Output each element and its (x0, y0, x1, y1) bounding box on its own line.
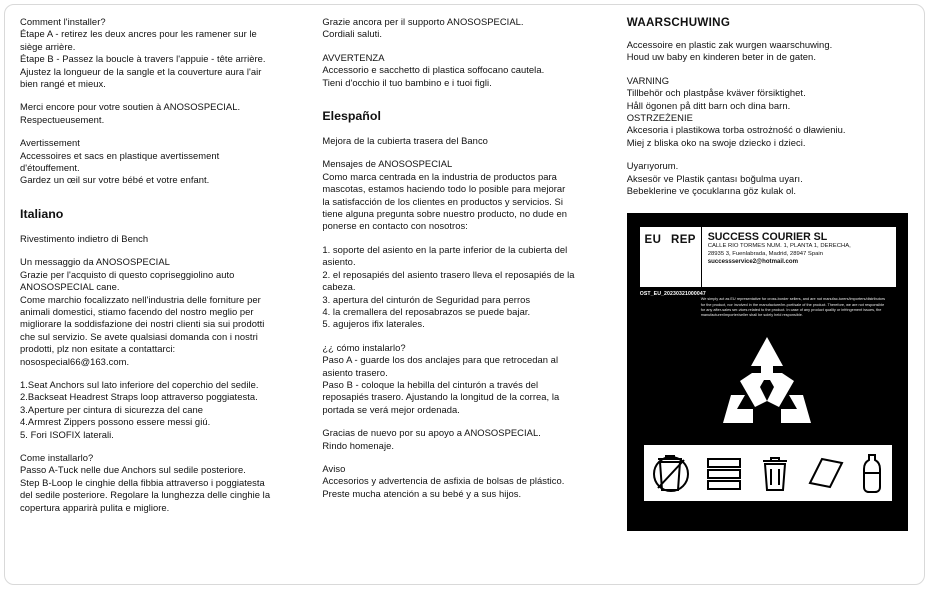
list-item: cabeza. (322, 281, 356, 293)
text-line: d'étouffement. (20, 162, 80, 174)
text-line: animali domestici, stiamo facendo del nostro meglio per (20, 305, 254, 317)
text-line: Accessorio e sacchetto di plastica soffocano cautela. (322, 64, 545, 76)
label-code: OST_EU_20230321000047 (639, 291, 706, 298)
text-line: Étape B - Passez la boucle à travers l'appuie - tête arrière. (20, 53, 266, 65)
text-line: Gracias de nuevo por su apoyo a ANOSOSPECIAL. (322, 427, 541, 439)
eu-mark-label: EU (644, 234, 662, 247)
text-line: AVVERTENZA (322, 51, 385, 63)
company-name: SUCCESS COURIER SL (707, 231, 828, 244)
text-line: Akcesoria i plastikowa torba ostrożność o dławieniu. (626, 124, 846, 136)
paragraph-thanks-fr (20, 101, 300, 126)
list-item: 4. la cremallera del reposabrazos se puede bajar. (322, 305, 531, 317)
contact-email: successservice2@hotmail.com (707, 258, 799, 266)
text-line: Håll ögonen på ditt barn och dina barn. (626, 99, 791, 111)
text-line: Passo A-Tuck nelle due Anchors sul sedile posteriore. (20, 464, 246, 476)
text-line: ponerse en contacto con nosotros: (322, 220, 468, 232)
paragraph-thanks-es (322, 427, 602, 452)
text-line: VARNING (626, 74, 670, 86)
text-line: Bebeklerine ve çocuklarına göz kulak ol. (626, 185, 796, 197)
paragraph-install-fr (20, 16, 300, 90)
text-line: prodotti, plz non esitate a contattarci: (20, 343, 176, 355)
text-line: asiento trasero. (322, 366, 388, 378)
text-line: Gardez un œil sur votre bébé et votre enfant. (20, 174, 210, 186)
column-right (619, 16, 915, 579)
text-line: Merci encore pour votre soutien à ANOSOSPECIAL. (20, 101, 241, 113)
eu-rep-marks (640, 227, 702, 287)
text-line: Aksesör ve Plastik çantası boğulma uyarı. (626, 172, 803, 184)
text-line: OSTRZEŻENIE (626, 112, 693, 124)
disposal-icon-row (644, 445, 892, 501)
paragraph-install-es (322, 342, 602, 416)
paragraph-message-es (322, 158, 602, 232)
list-item: 1.Seat Anchors sul lato inferiore del coperchio del sedile. (20, 378, 259, 390)
paragraph-subtitle-es (322, 135, 602, 147)
text-line: Grazie ancora per il supporto ANOSOSPECIAL. (322, 16, 524, 27)
paragraph-message-it (20, 256, 300, 368)
text-line: bien rangé et mieux. (20, 78, 106, 90)
text-line: nosospecial66@163.com. (20, 355, 130, 367)
text-line: siège arrière. (20, 40, 76, 52)
heading-waarschuwing: WAARSCHUWING (626, 16, 731, 29)
compliance-label-image (627, 213, 908, 531)
address-line: 28935 3, Fuenlabrada, Madrid, 28947 Spain (707, 250, 823, 257)
paragraph-warning-fr (20, 137, 300, 187)
address-line: CALLE RIO TORMES NUM. 1, PLANTA 1, DERECHA, (707, 243, 851, 250)
text-line: la satisfacción de los clientes en productos y servicios. Si (322, 195, 563, 207)
text-line: Ajustez la longueur de la sangle et la couverture aura l'air (20, 65, 262, 77)
text-line: Mensajes de ANOSOSPECIAL (322, 158, 453, 170)
recycle-icon (715, 333, 819, 433)
list-item: asiento. (322, 256, 356, 268)
text-line: Come marchio focalizzato nell'industria delle forniture per (20, 293, 261, 305)
list-features-it (20, 379, 300, 441)
trash-bin-icon (757, 448, 793, 498)
text-line: copertura apparirà pulita e migliore. (20, 501, 170, 513)
text-line: Paso A - guarde los dos anclajes para que retrocedan al (322, 354, 559, 366)
text-line: Mejora de la cubierta trasera del Banco (322, 135, 488, 147)
label-address-text (702, 227, 896, 287)
list-features-es (322, 244, 602, 331)
label-disclaimer: We simply act as EU representative for cross-border sellers, and are not manufac-turers/importers/distributors for the product, nor involved in the manufacture/im-port/sale of the product. Therefore, we are not responsible for any after-sales ser-vices related to the product. In case of any product quality or infringement issues, the manufacturer/importer/seller shall be solely held responsible. (700, 297, 886, 317)
list-item: 2. el reposapiés del asiento trasero lleva el reposapiés de la (322, 268, 575, 280)
text-line: Uyarıyorum. (626, 160, 679, 172)
text-line: Step B-Loop le cinghie della fibbia attraverso i poggiatesta (20, 476, 265, 488)
paragraph-notice-es (322, 463, 602, 500)
text-line: Avertissement (20, 137, 80, 149)
text-line: Rivestimento indietro di Bench (20, 232, 149, 244)
column-left (14, 16, 316, 579)
text-line: Étape A - retirez les deux ancres pour les ramener sur le (20, 28, 257, 40)
list-item: 4.Armrest Zippers possono essere messi giú. (20, 416, 211, 428)
list-item: 5. agujeros ifix laterales. (322, 318, 425, 330)
text-line: Come installarlo? (20, 451, 94, 463)
text-line: Paso B - coloque la hebilla del cinturón a través del (322, 378, 539, 390)
text-line: ANOSOSPECIAL cane. (20, 281, 120, 293)
text-line: mascotas, estamos haciendo todo lo posible para mejorar (322, 183, 566, 195)
text-line: Grazie per l'acquisto di questo copriseggiolino auto (20, 268, 235, 280)
text-line: Miej z bliska oko na swoje dziecko i dzieci. (626, 136, 806, 148)
text-line: Tillbehör och plastpåse kväver försiktighet. (626, 87, 806, 99)
text-line: Preste mucha atención a su bebé y a sus hijos. (322, 487, 522, 499)
section-heading-espanol: Elespañol (322, 109, 381, 124)
paragraph-warning-tr (627, 160, 911, 197)
text-line: Tieni d'occhio il tuo bambino e i tuoi figli. (322, 76, 492, 88)
text-line: Houd uw baby en kinderen beter in de gaten. (626, 51, 816, 63)
label-address-box (640, 227, 896, 287)
no-trash-bin-icon (651, 448, 691, 498)
text-line: Comment l'installer? (20, 16, 106, 27)
text-line: migliorare la soddisfazione dei nostri clienti sia sui prodotti (20, 318, 265, 330)
column-middle (316, 16, 618, 579)
text-line: tiene alguna pregunta sobre nuestro producto, no dude en (322, 208, 568, 220)
text-line: del sedile posteriore. Regolare la lunghezza delle cinghie la (20, 489, 271, 501)
paragraph-subtitle-it (20, 233, 300, 245)
paragraph-warning-it (322, 52, 602, 89)
list-item: 3.Aperture per cintura di sicurezza del cane (20, 403, 204, 415)
text-line: portada se verá mejor ordenada. (322, 403, 460, 415)
rep-mark-label: REP (671, 234, 696, 247)
list-item: 3. apertura del cinturón de Seguridad para perros (322, 293, 531, 305)
paper-stack-icon (702, 448, 746, 498)
paragraph-install-it (20, 452, 300, 514)
plastic-bottle-icon (859, 448, 885, 498)
section-heading-italiano: Italiano (20, 206, 64, 221)
text-line: Aviso (322, 462, 346, 474)
text-line: ¿¿ cómo instalarlo? (322, 341, 406, 353)
text-line: Accessoire en plastic zak wurgen waarschuwing. (626, 39, 833, 50)
paragraph-warning-nl (627, 39, 911, 64)
plastic-bag-icon (804, 448, 848, 498)
list-item: 1. soporte del asiento en la parte inferior de la cubierta del (322, 243, 568, 255)
text-line: Como marca centrada en la industria de productos para (322, 170, 557, 182)
list-item: 5. Fori ISOFIX laterali. (20, 428, 114, 440)
paragraph-thanks-it (322, 16, 602, 41)
text-line: Cordiali saluti. (322, 28, 383, 40)
text-line: Accessoires et sacs en plastique avertissement (20, 149, 220, 161)
text-line: Un messaggio da ANOSOSPECIAL (20, 256, 170, 268)
text-line: reposapiés trasero. Ajustando la longitud de la correa, la (322, 391, 560, 403)
text-line: che sul servizio. Se avete qualsiasi domanda con i nostri (20, 330, 258, 342)
paragraph-warning-sv-pl (627, 75, 911, 149)
list-item: 2.Backseat Headrest Straps loop attraverso poggiatesta. (20, 391, 258, 403)
text-line: Accesorios y advertencia de asfixia de bolsas de plástico. (322, 475, 565, 487)
text-line: Respectueusement. (20, 113, 105, 125)
text-line: Rindo homenaje. (322, 439, 394, 451)
